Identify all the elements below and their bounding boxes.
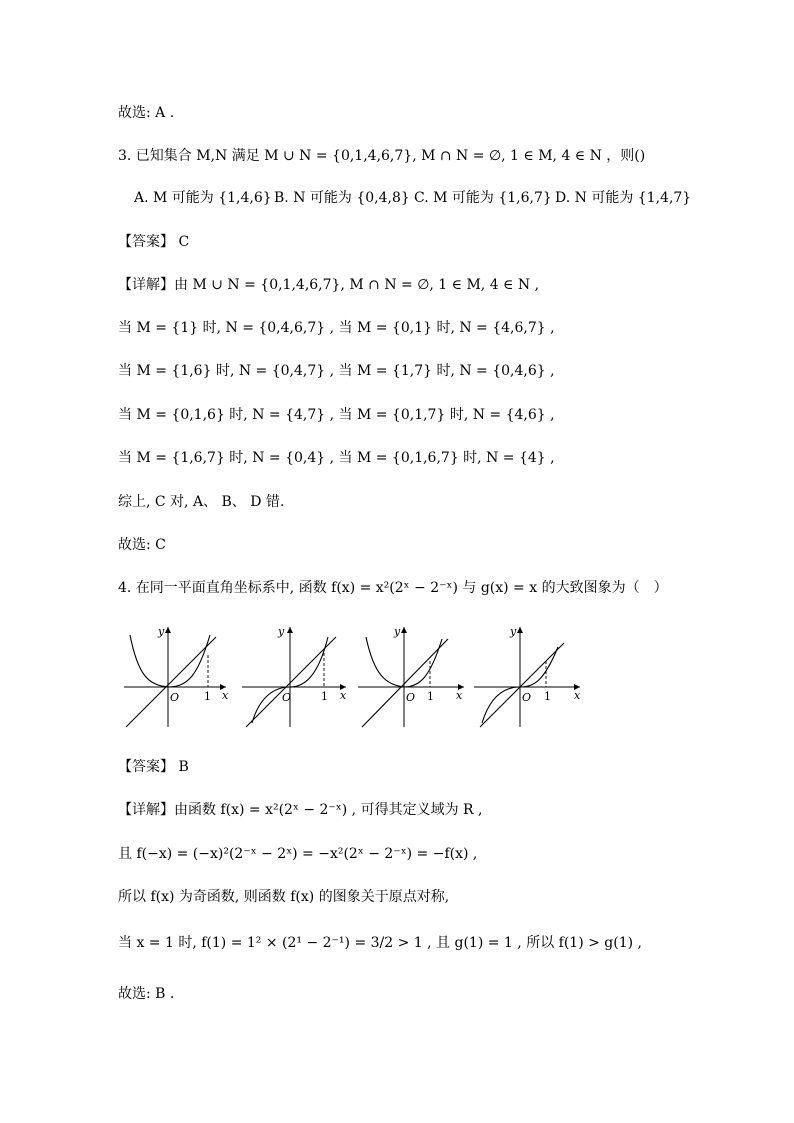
one-label: 1: [204, 690, 211, 703]
y-axis-arrow: [517, 627, 523, 633]
line-g: [246, 637, 336, 727]
explanation-4-line-2: 且 f(−x) = (−x)²(2⁻ˣ − 2ˣ) = −x²(2ˣ − 2⁻ˣ) = −f(x) ,: [118, 846, 478, 862]
explanation-3-line-2: 当 M = {1} 时, N = {0,4,6,7} , 当 M = {0,1} 时, N = {4,6,7} ,: [118, 320, 555, 336]
graph-option-d: [474, 615, 584, 735]
option-c: C. M 可能为 {1,6,7}: [414, 190, 552, 206]
explanation-3-line-4: 当 M = {0,1,6} 时, N = {4,7} , 当 M = {0,1,7} 时, N = {4,6} ,: [118, 407, 555, 423]
option-a: A. M 可能为 {1,4,6}: [134, 190, 272, 206]
origin-label: O: [406, 691, 416, 704]
question-4: 4. 在同一平面直角坐标系中, 函数 f(x) = x²(2ˣ − 2⁻ˣ) 与 g(x) = x 的大致图象为（ ）: [118, 580, 668, 596]
explanation-4-line-3: 所以 f(x) 为奇函数, 则函数 f(x) 的图象关于原点对称,: [118, 889, 450, 905]
answer-4: 【答案】 B: [118, 759, 189, 775]
option-b: B. N 可能为 {0,4,8}: [274, 190, 410, 206]
explanation-4-line-4: 当 x = 1 时, f(1) = 1² × (2¹ − 2⁻¹) = 3/2 > 1 , 且 g(1) = 1 , 所以 f(1) > g(1) ,: [118, 935, 642, 951]
explanation-3-line-1: 【详解】由 M ∪ N = {0,1,4,6,7}, M ∩ N = ∅, 1 ∈ M, 4 ∈ N ,: [118, 277, 540, 293]
option-d: D. N 可能为 {1,4,7}: [555, 190, 692, 206]
prev-answer-choice: 故选: A .: [118, 105, 175, 121]
graph-option-b: [238, 615, 348, 735]
y-label: y: [158, 625, 165, 638]
y-axis-arrow: [401, 627, 407, 633]
explanation-4-line-1: 【详解】由函数 f(x) = x²(2ˣ − 2⁻ˣ) , 可得其定义域为 R ,: [118, 802, 483, 818]
explanation-3-choice: 故选: C: [118, 537, 166, 553]
one-label: 1: [427, 690, 434, 703]
line-g: [126, 637, 216, 727]
origin-label: O: [282, 691, 292, 704]
question-3: 3. 已知集合 M,N 满足 M ∪ N = {0,1,4,6,7}, M ∩ N = ∅, 1 ∈ M, 4 ∈ N ，则(): [118, 148, 646, 164]
graph-option-c: [356, 615, 466, 735]
explanation-3-line-5: 当 M = {1,6,7} 时, N = {0,4} , 当 M = {0,1,6,7} 时, N = {4} ,: [118, 450, 555, 466]
explanation-3-conclusion: 综上, C 对, A、 B、 D 错.: [118, 494, 285, 510]
origin-label: O: [522, 691, 532, 704]
line-g: [362, 639, 448, 727]
explanation-3-line-3: 当 M = {1,6} 时, N = {0,4,7} , 当 M = {1,7} 时, N = {0,4,6} ,: [118, 363, 555, 379]
y-label: y: [278, 625, 285, 638]
one-label: 1: [544, 690, 551, 703]
answer-3: 【答案】 C: [118, 234, 190, 250]
option-graphs: [118, 615, 588, 735]
x-label: x: [574, 689, 581, 702]
y-label: y: [510, 625, 517, 638]
y-label: y: [394, 625, 401, 638]
x-label: x: [340, 689, 347, 702]
curve-f: [130, 635, 210, 687]
y-axis-arrow: [287, 627, 293, 633]
y-axis-arrow: [165, 627, 171, 633]
x-label: x: [456, 689, 463, 702]
one-label: 1: [321, 690, 328, 703]
graph-option-a: [118, 615, 228, 735]
explanation-4-choice: 故选: B .: [118, 986, 175, 1002]
origin-label: O: [170, 691, 180, 704]
line-g: [480, 643, 564, 727]
x-label: x: [222, 689, 229, 702]
